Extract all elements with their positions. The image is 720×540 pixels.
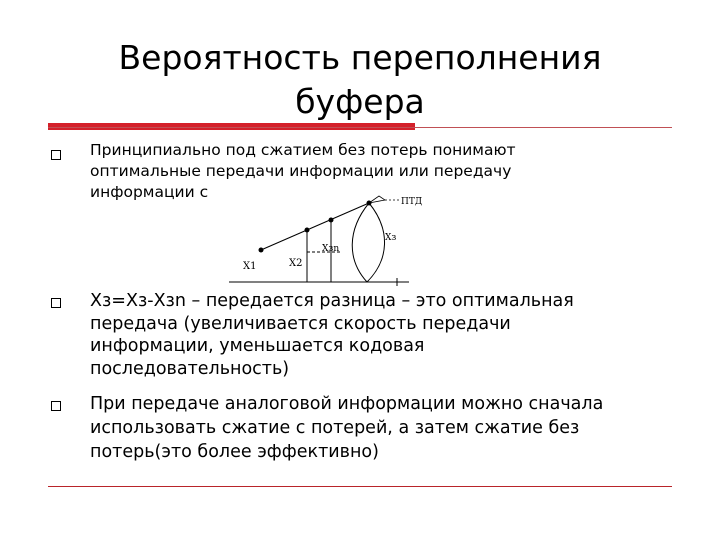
slide-title: [60, 36, 660, 124]
diagram-cone: [369, 196, 385, 203]
bullet-1-line-1: Принципиально под сжатием без потерь понимают: [90, 141, 516, 159]
bullet-2-line-2: передача (увеличивается скорость передачи: [90, 313, 511, 334]
diagram-label-xzn: Xзn: [322, 244, 340, 254]
bottom-rule: [48, 486, 672, 487]
diagram-point-x1: [259, 248, 264, 253]
slide-title-line-2: буфера: [295, 82, 425, 121]
bullet-1-line-2: оптимальные передачи информации или передачу: [90, 162, 512, 180]
bullet-marker-3: [51, 401, 61, 411]
bullet-text-2: [90, 290, 574, 380]
bullet-2-line-4: последовательность): [90, 358, 290, 379]
bullet-marker-1: [51, 150, 61, 160]
title-rule: [48, 127, 672, 128]
bullet-text-3: [90, 392, 603, 464]
bullet-1-line-3: информации с: [90, 183, 209, 201]
bullet-3-line-1: При передаче аналоговой информации можно сначала: [90, 394, 604, 414]
diagram-label-x1: X1: [243, 261, 257, 272]
diagram-rising-line: [261, 203, 369, 250]
slide-title-line-1: Вероятность переполнения: [118, 38, 602, 77]
diagram-label-x2: X2: [289, 258, 303, 269]
bullet-2-line-3: информации, уменьшается кодовая: [90, 336, 425, 356]
diagram-label-xz: Xз: [385, 233, 397, 243]
bullet-marker-2: [51, 298, 61, 308]
diagram-label-ptd: ПТД: [401, 197, 423, 207]
bullet-2-line-1: Xз=Xз-Xзn – передается разница – это оптимальная: [90, 291, 574, 311]
buffer-diagram: [229, 190, 429, 290]
diagram-lens-left: [352, 203, 369, 282]
bullet-3-line-3: потерь(это более эффективно): [90, 442, 379, 462]
diagram-lens-right: [367, 203, 385, 282]
bullet-3-line-2: использовать сжатие с потерей, а затем сжатие без: [90, 418, 580, 438]
